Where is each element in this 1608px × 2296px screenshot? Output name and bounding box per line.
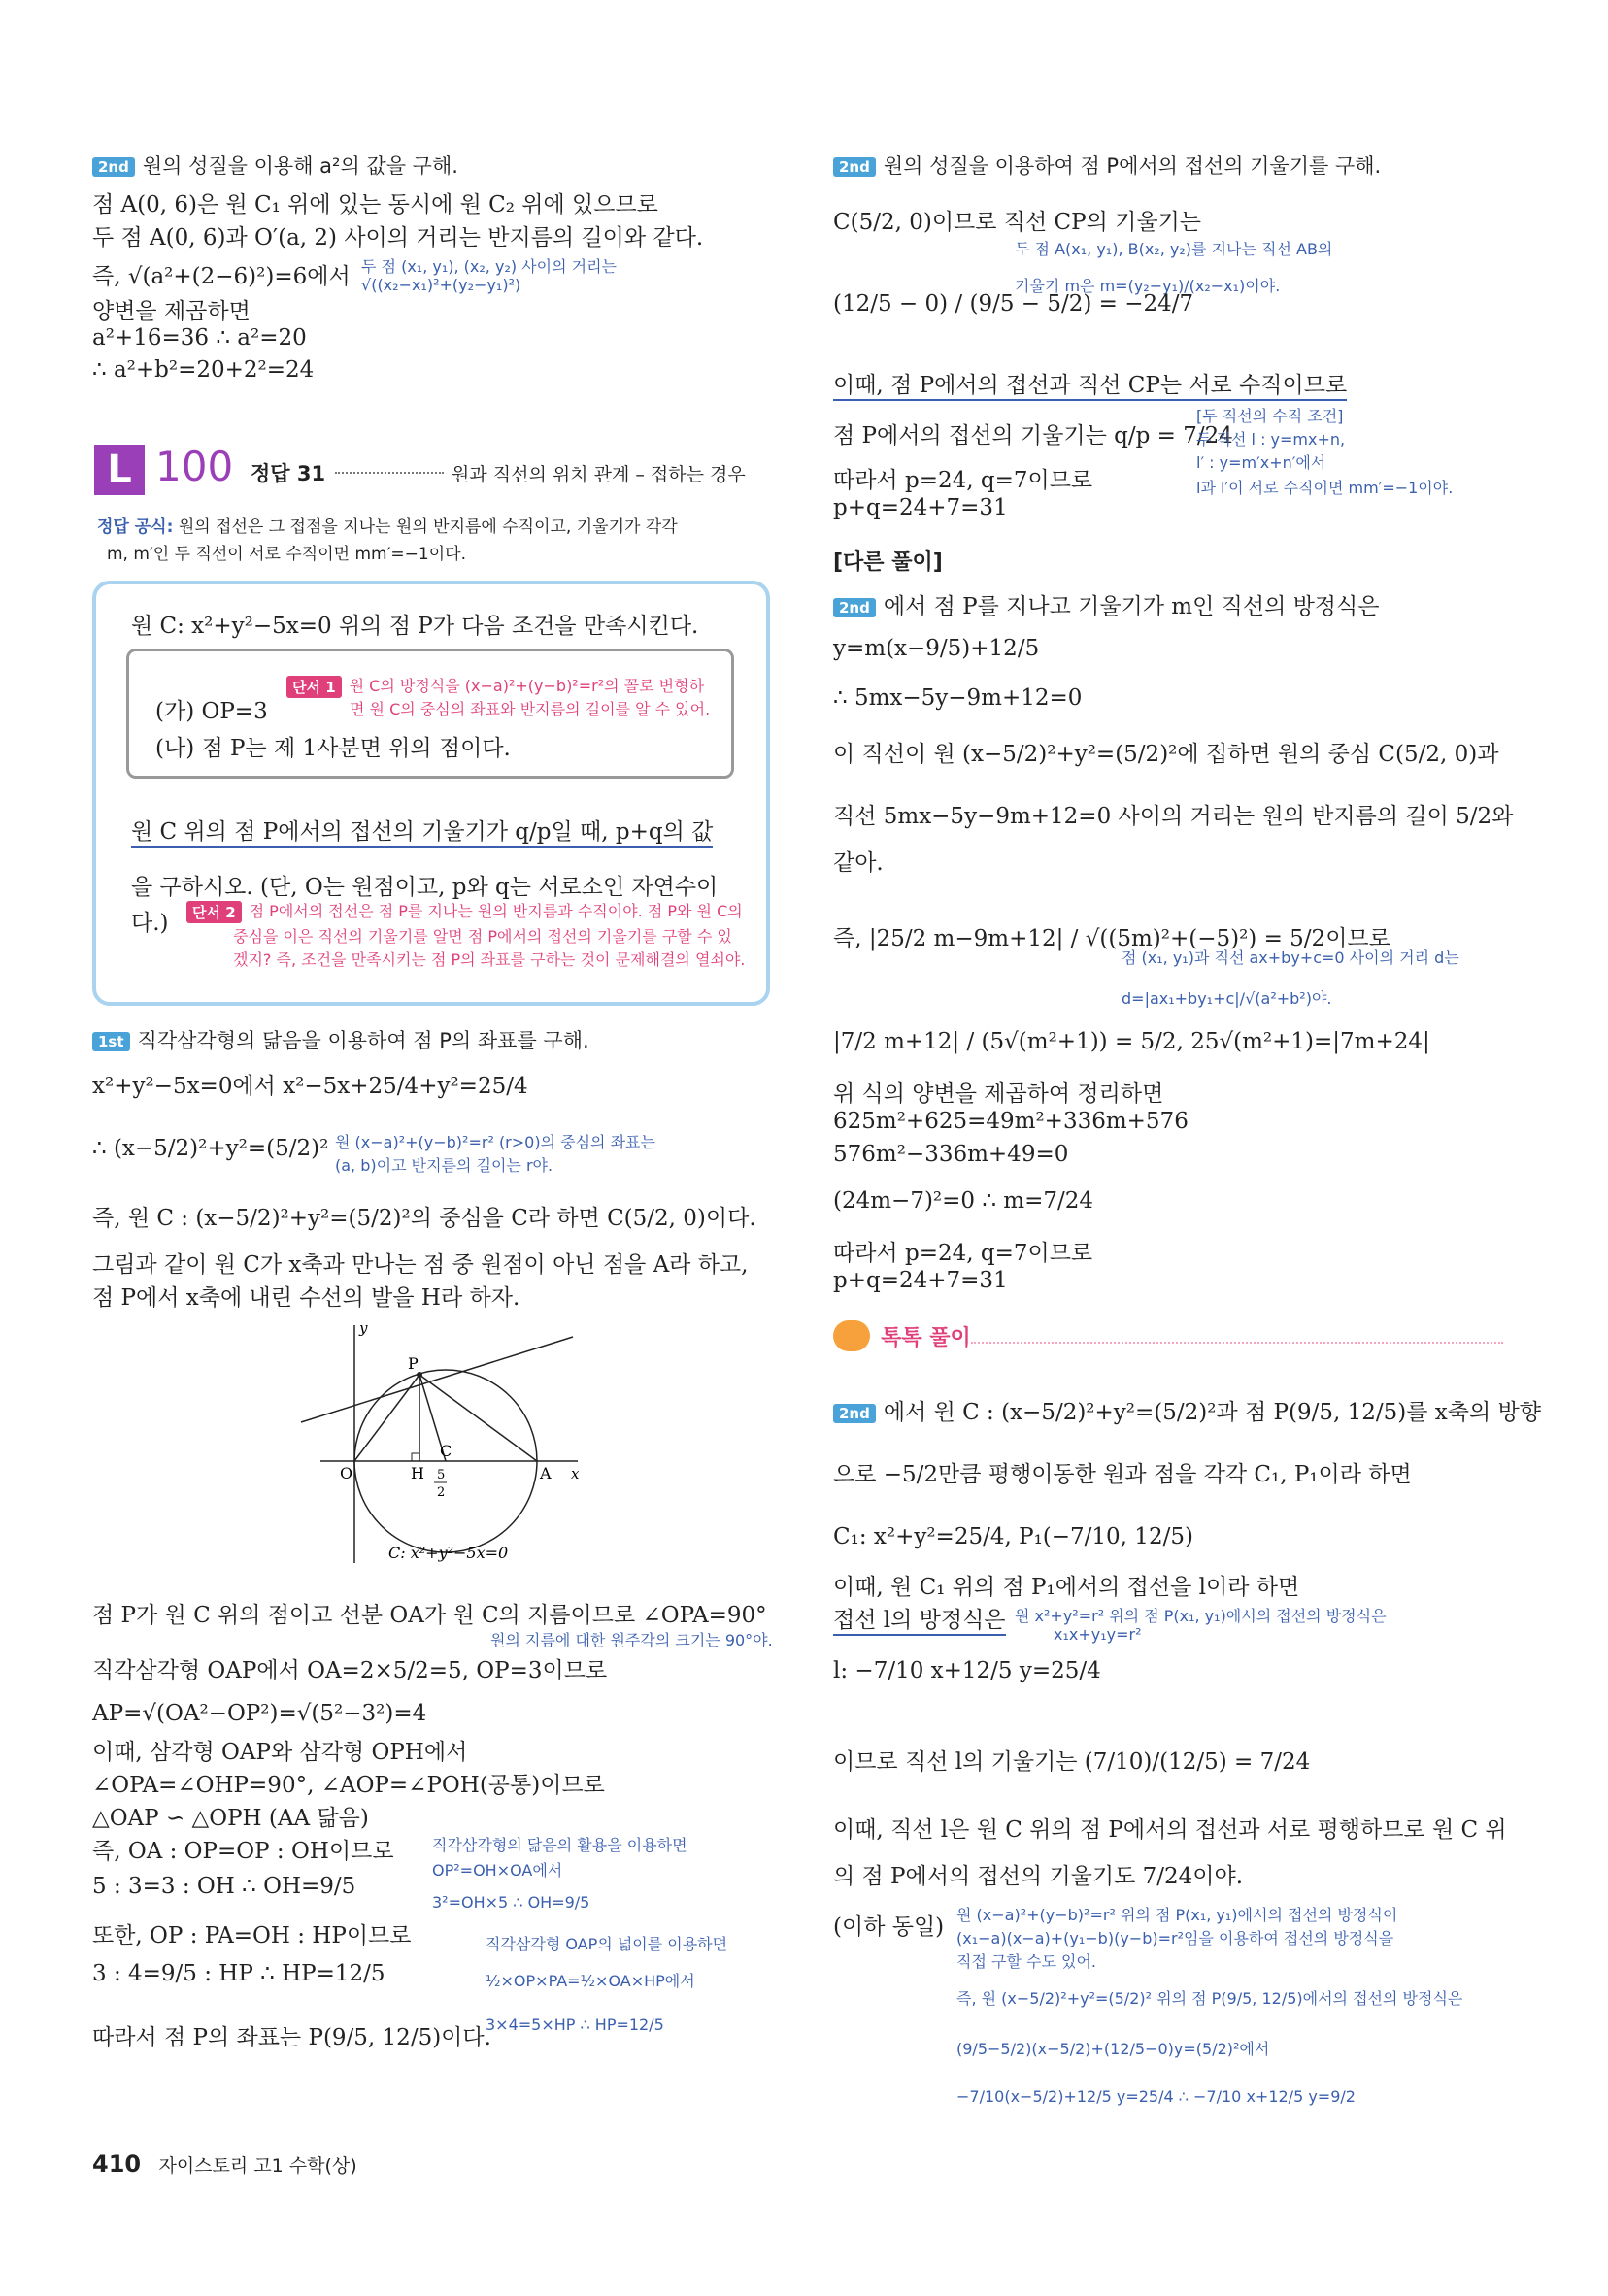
question-line: 원 C 위의 점 P에서의 접선의 기울기가 q/p일 때, p+q의 값 bbox=[131, 814, 713, 846]
segment-pa bbox=[419, 1375, 537, 1461]
math-line: AP=√(OA²−OP²)=√(5²−3²)=4 bbox=[92, 1701, 427, 1726]
text-line: (이하 동일) bbox=[833, 1914, 945, 1940]
hint-line: 겠지? 즉, 조건을 만족시키는 점 P의 좌표를 구하는 것이 문제해결의 열쇠야. bbox=[233, 950, 746, 969]
side-note: √((x₂−x₁)²+(y₂−y₁)²) bbox=[361, 276, 521, 294]
side-note: 두 점 (x₁, y₁), (x₂, y₂) 사이의 거리는 bbox=[361, 257, 618, 276]
math-line: ∴ 5mx−5y−9m+12=0 bbox=[833, 685, 1083, 711]
side-note: 두 직선 l : y=mx+n, bbox=[1196, 430, 1346, 449]
math-line: 5 : 3=3 : OH ∴ OH=9/5 bbox=[92, 1874, 356, 1899]
label-frac-num: 5 bbox=[437, 1468, 446, 1482]
math-line: 점 P에서의 접선의 기울기는 q/p = 7/24 bbox=[833, 423, 1233, 449]
condition-item: (나) 점 P는 제 1사분면 위의 점이다. bbox=[155, 736, 511, 761]
text-line: 같아. bbox=[833, 850, 884, 876]
question-line: 다.) bbox=[131, 911, 169, 936]
circle-figure bbox=[282, 1315, 602, 1573]
text-line: a²+16=36 ∴ a²=20 bbox=[92, 325, 307, 350]
answer-label: 정답 31 bbox=[251, 462, 326, 485]
page-number: 410 bbox=[92, 2150, 142, 2178]
problem-number: 100 bbox=[155, 443, 234, 490]
step-tag: 2nd bbox=[833, 157, 876, 177]
section-heading: 1st 직각삼각형의 닮음을 이용하여 점 P의 좌표를 구해. bbox=[92, 1025, 589, 1054]
tip-title: 톡톡 풀이 bbox=[881, 1325, 971, 1350]
text-line: 그림과 같이 원 C가 x축과 만나는 점 중 원점이 아닌 점을 A라 하고, bbox=[92, 1252, 749, 1278]
side-note: x₁x+y₁y=r² bbox=[1054, 1625, 1142, 1644]
question-line: 원 C: x²+y²−5x=0 위의 점 P가 다음 조건을 만족시킨다. bbox=[131, 614, 699, 639]
math-line: 즉, 원 C : (x−5/2)²+y²=(5/2)²의 중심을 C라 하면 C(5/2, 0)이다. bbox=[92, 1206, 756, 1231]
side-note: (x₁−a)(x−a)+(y₁−b)(y−b)=r²임을 이용하여 접선의 방정식을 bbox=[956, 1929, 1394, 1947]
step-tag: 2nd bbox=[833, 598, 876, 617]
text-line: 의 점 P에서의 접선의 기울기도 7/24이야. bbox=[833, 1864, 1244, 1889]
side-note: 원 (x−a)²+(y−b)²=r² 위의 점 P(x₁, y₁)에서의 접선의 방정식이 bbox=[956, 1906, 1398, 1924]
label-o: O bbox=[340, 1464, 353, 1482]
hint-tag: 단서 1 bbox=[286, 676, 342, 698]
side-note: OP²=OH×OA에서 bbox=[432, 1861, 563, 1880]
math-line: 이므로 직선 l의 기울기는 (7/10)/(12/5) = 7/24 bbox=[833, 1749, 1311, 1775]
text-line: 양변을 제곱하면 bbox=[92, 299, 251, 324]
text-line: 점 P가 원 C 위의 점이고 선분 OA가 원 C의 지름이므로 ∠OPA=90° bbox=[92, 1603, 767, 1628]
math-line: 576m²−336m+49=0 bbox=[833, 1142, 1069, 1167]
math-line: (12/5 − 0) / (9/5 − 5/2) = −24/7 bbox=[833, 291, 1194, 316]
math-line: 따라서 p=24, q=7이므로 bbox=[833, 1241, 1093, 1266]
text-line: 두 점 A(0, 6)과 O′(a, 2) 사이의 거리는 반지름의 길이와 같다. bbox=[92, 225, 704, 250]
problem-topic: 원과 직선의 위치 관계 – 접하는 경우 bbox=[452, 464, 746, 485]
side-note: −7/10(x−5/2)+12/5 y=25/4 ∴ −7/10 x+12/5 y=9/2 bbox=[956, 2087, 1356, 2106]
side-note: 직각삼각형 OAP의 넓이를 이용하면 bbox=[486, 1935, 728, 1953]
math-line: |7/2 m+12| / (5√(m²+1)) = 5/2, 25√(m²+1)=|7m+24| bbox=[833, 1029, 1430, 1054]
dotted-leader bbox=[335, 472, 444, 474]
side-note: ½×OP×PA=½×OA×HP에서 bbox=[486, 1972, 695, 1990]
segment-op bbox=[354, 1375, 419, 1461]
math-line: 2nd 에서 원 C : (x−5/2)²+y²=(5/2)²과 점 P(9/5, 12/5)를 x축의 방향 bbox=[833, 1394, 1541, 1426]
side-note: 즉, 원 (x−5/2)²+y²=(5/2)² 위의 점 P(9/5, 12/5)에서의 접선의 방정식은 bbox=[956, 1989, 1463, 2008]
math-line: 직선 5mx−5y−9m+12=0 사이의 거리는 원의 반지름의 길이 5/2와 bbox=[833, 804, 1514, 829]
math-line: 이 직선이 원 (x−5/2)²+y²=(5/2)²에 접하면 원의 중심 C(5/2, 0)과 bbox=[833, 742, 1499, 767]
alt-solution-title: [다른 풀이] bbox=[833, 550, 943, 575]
math-line: (24m−7)²=0 ∴ m=7/24 bbox=[833, 1188, 1094, 1214]
formula-line: m, m′인 두 직선이 서로 수직이면 mm′=−1이다. bbox=[107, 545, 466, 564]
label-frac-den: 2 bbox=[437, 1485, 446, 1500]
math-line: l: −7/10 x+12/5 y=25/4 bbox=[833, 1658, 1101, 1683]
side-note: l과 l′이 서로 수직이면 mm′=−1이야. bbox=[1196, 479, 1454, 497]
text-line: 또한, OP : PA=OH : HP이므로 bbox=[92, 1923, 412, 1948]
side-note: (9/5−5/2)(x−5/2)+(12/5−0)y=(5/2)²에서 bbox=[956, 2040, 1270, 2058]
label-p: P bbox=[408, 1354, 419, 1373]
problem-letter-badge: L bbox=[94, 445, 145, 495]
math-line: p+q=24+7=31 bbox=[833, 1268, 1008, 1293]
side-note: 3×4=5×HP ∴ HP=12/5 bbox=[486, 2015, 664, 2034]
label-c: C bbox=[440, 1442, 452, 1460]
math-line: 따라서 점 P의 좌표는 P(9/5, 12/5)이다. bbox=[92, 2025, 491, 2050]
math-line: C₁: x²+y²=25/4, P₁(−7/10, 12/5) bbox=[833, 1524, 1193, 1549]
side-note: 기울기 m은 m=(y₂−y₁)/(x₂−x₁)이야. bbox=[1015, 277, 1281, 295]
label-h: H bbox=[411, 1464, 424, 1482]
side-note: (a, b)이고 반지름의 길이는 r야. bbox=[335, 1156, 553, 1175]
hint-line: 중심을 이은 직선의 기울기를 알면 점 P에서의 접선의 기울기를 구할 수 있 bbox=[233, 927, 732, 946]
side-note: 원 x²+y²=r² 위의 점 P(x₁, y₁)에서의 접선의 방정식은 bbox=[1015, 1607, 1387, 1625]
section-heading: 2nd 원의 성질을 이용하여 점 P에서의 접선의 기울기를 구해. bbox=[833, 150, 1381, 180]
math-line: 3 : 4=9/5 : HP ∴ HP=12/5 bbox=[92, 1961, 385, 1986]
text-line: △OAP ∽ △OPH (AA 닮음) bbox=[92, 1806, 369, 1831]
side-note: 두 점 A(x₁, y₁), B(x₂, y₂)를 지나는 직선 AB의 bbox=[1015, 240, 1333, 258]
math-line: p+q=24+7=31 bbox=[833, 495, 1008, 520]
hint-tag: 단서 2 bbox=[186, 901, 242, 923]
section-heading: 2nd 원의 성질을 이용해 a²의 값을 구해. bbox=[92, 150, 458, 180]
text-line: 점 P에서 x축에 내린 수선의 발을 H라 하자. bbox=[92, 1285, 520, 1311]
question-line: 을 구하시오. (단, O는 원점이고, p와 q는 서로소인 자연수이 bbox=[131, 875, 719, 900]
math-line: 직각삼각형 OAP에서 OA=2×5/2=5, OP=3이므로 bbox=[92, 1658, 608, 1683]
hint-line: 단서 2 점 P에서의 접선은 점 P를 지나는 원의 반지름과 수직이야. 점 P와 원 C의 bbox=[186, 899, 743, 923]
side-note: 점 (x₁, y₁)과 직선 ax+by+c=0 사이의 거리 d는 bbox=[1122, 948, 1459, 967]
math-line: x²+y²−5x=0에서 x²−5x+25/4+y²=25/4 bbox=[92, 1074, 528, 1099]
hint-line: 단서 1 원 C의 방정식을 (x−a)²+(y−b)²=r²의 꼴로 변형하 bbox=[286, 674, 704, 698]
math-line: 625m²+625=49m²+336m+576 bbox=[833, 1109, 1189, 1134]
label-a: A bbox=[540, 1464, 552, 1482]
tip-divider bbox=[971, 1342, 1503, 1344]
side-note: 원의 지름에 대한 원주각의 크기는 90°야. bbox=[490, 1631, 773, 1649]
math-line: 으로 −5/2만큼 평행이동한 원과 점을 각각 C₁, P₁이라 하면 bbox=[833, 1462, 1412, 1487]
text-line: 즉, OA : OP=OP : OH이므로 bbox=[92, 1839, 394, 1864]
math-line: 즉, |25/2 m−9m+12| / √((5m)²+(−5)²) = 5/2이므로 bbox=[833, 926, 1390, 951]
tip-header bbox=[833, 1320, 1503, 1359]
text-line: 이때, 원 C₁ 위의 점 P₁에서의 접선을 l이라 하면 bbox=[833, 1575, 1300, 1600]
hint-line: 면 원 C의 중심의 좌표와 반지름의 길이를 알 수 있어. bbox=[350, 700, 711, 718]
text-line: ∠OPA=∠OHP=90°, ∠AOP=∠POH(공통)이므로 bbox=[92, 1773, 605, 1798]
side-note: 3²=OH×5 ∴ OH=9/5 bbox=[432, 1893, 590, 1912]
side-note: d=|ax₁+by₁+c|/√(a²+b²)야. bbox=[1122, 989, 1332, 1008]
math-line: ∴ (x−5/2)²+y²=(5/2)² bbox=[92, 1136, 329, 1161]
text-line: 즉, √(a²+(2−6)²)=6에서 bbox=[92, 264, 351, 289]
step-tag: 1st bbox=[92, 1032, 130, 1051]
math-line: 따라서 p=24, q=7이므로 bbox=[833, 468, 1093, 493]
text-line: ∴ a²+b²=20+2²=24 bbox=[92, 357, 315, 383]
tangent-line bbox=[301, 1337, 573, 1422]
side-note: l′ : y=m′x+n′에서 bbox=[1196, 453, 1326, 472]
math-line: C(5/2, 0)이므로 직선 CP의 기울기는 bbox=[833, 210, 1202, 235]
figure-caption: C: x²+y²−5x=0 bbox=[388, 1544, 509, 1562]
side-note: 원 (x−a)²+(y−b)²=r² (r>0)의 중심의 좌표는 bbox=[335, 1133, 655, 1151]
text-line: 점 A(0, 6)은 원 C₁ 위에 있는 동시에 원 C₂ 위에 있으므로 bbox=[92, 192, 658, 217]
side-note: [두 직선의 수직 조건] bbox=[1196, 407, 1344, 425]
math-line: y=m(x−9/5)+12/5 bbox=[833, 636, 1040, 661]
side-note: 직접 구할 수도 있어. bbox=[956, 1952, 1096, 1971]
formula-line: 정답 공식: 원의 접선은 그 접점을 지나는 원의 반지름에 수직이고, 기울기가 각각 bbox=[97, 517, 678, 537]
text-line: 접선 l의 방정식은 bbox=[833, 1602, 1006, 1634]
book-title: 자이스토리 고1 수학(상) bbox=[158, 2155, 357, 2177]
tip-icon bbox=[833, 1320, 870, 1351]
axis-label-y: y bbox=[359, 1319, 368, 1337]
text-line: 2nd 에서 점 P를 지나고 기울기가 m인 직선의 방정식은 bbox=[833, 588, 1379, 620]
text-line: 이때, 직선 l은 원 C 위의 점 P에서의 접선과 서로 평행하므로 원 C 위 bbox=[833, 1817, 1507, 1843]
text-line: 위 식의 양변을 제곱하여 정리하면 bbox=[833, 1081, 1164, 1107]
right-angle-mark bbox=[412, 1453, 419, 1461]
page-footer bbox=[92, 2150, 357, 2178]
side-note: 직각삼각형의 닮음의 활용을 이용하면 bbox=[432, 1836, 687, 1854]
condition-item: (가) OP=3 bbox=[155, 699, 268, 724]
step-tag: 2nd bbox=[833, 1404, 876, 1423]
step-tag: 2nd bbox=[92, 157, 135, 177]
axis-label-x: x bbox=[571, 1465, 580, 1482]
text-line: 이때, 삼각형 OAP와 삼각형 OPH에서 bbox=[92, 1740, 468, 1765]
text-line: 이때, 점 P에서의 접선과 직선 CP는 서로 수직이므로 bbox=[833, 367, 1347, 399]
